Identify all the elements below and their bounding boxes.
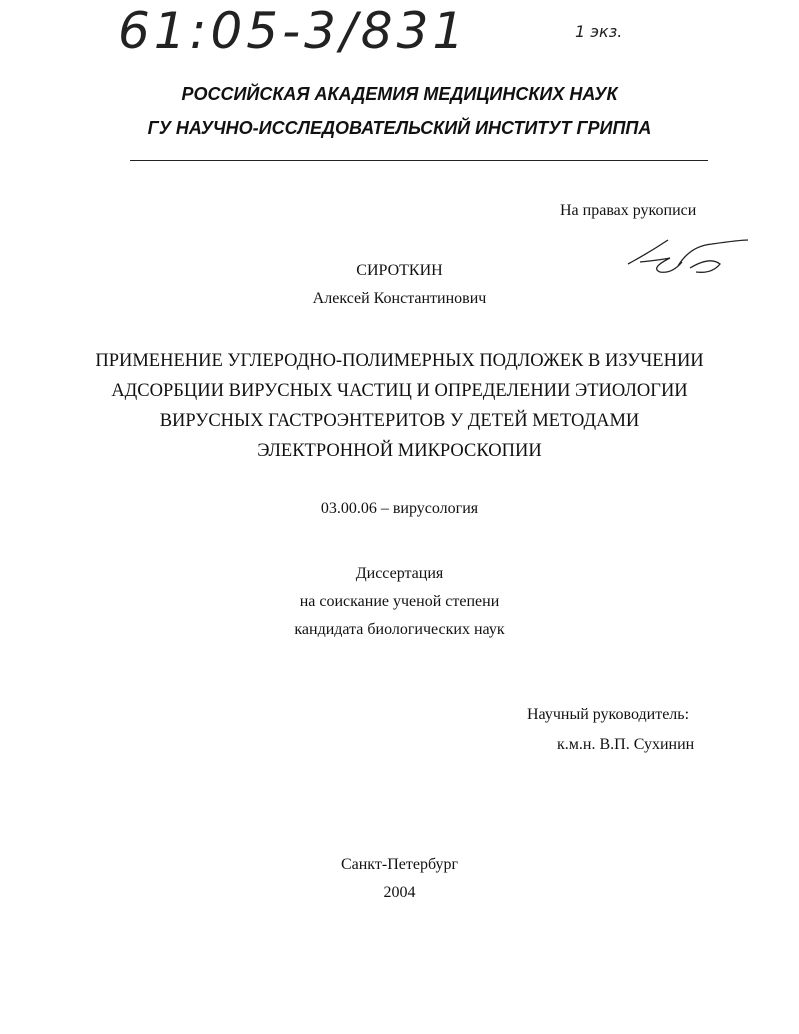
title-line: ПРИМЕНЕНИЕ УГЛЕРОДНО-ПОЛИМЕРНЫХ ПОДЛОЖЕК В ИЗУЧЕНИИ [95,351,704,371]
degree-line: кандидата биологических наук [294,621,505,638]
title-line: ЭЛЕКТРОННОЙ МИКРОСКОПИИ [257,441,542,461]
title-line: АДСОРБЦИИ ВИРУСНЫХ ЧАСТИЦ И ОПРЕДЕЛЕНИИ ЭТИОЛОГИИ [111,381,688,401]
supervisor-name: к.м.н. В.П. Сухинин [557,736,695,753]
author-surname: СИРОТКИН [356,262,443,279]
handwritten-copy-note: 1 экз. [575,22,623,41]
city: Санкт-Петербург [340,856,459,873]
degree-block [0,560,799,644]
rights-note: На правах рукописи [560,202,697,219]
degree-line: Диссертация [355,565,444,582]
supervisor-label: Научный руководитель: [527,706,690,723]
specialty: 03.00.06 – вирусология [320,500,479,517]
handwritten-catalog-number: 61:05-3/831 [118,2,469,60]
degree-line: на соискание ученой степени [299,593,500,610]
header-academy: РОССИЙСКАЯ АКАДЕМИЯ МЕДИЦИНСКИХ НАУК [181,84,618,104]
dissertation-title [0,346,799,466]
header-institute: ГУ НАУЧНО-ИССЛЕДОВАТЕЛЬСКИЙ ИНСТИТУТ ГРИППА [147,118,652,138]
header-divider [130,160,708,161]
year: 2004 [383,884,416,901]
author-name: Алексей Константинович [312,290,487,307]
title-line: ВИРУСНЫХ ГАСТРОЭНТЕРИТОВ У ДЕТЕЙ МЕТОДАМИ [159,411,640,431]
